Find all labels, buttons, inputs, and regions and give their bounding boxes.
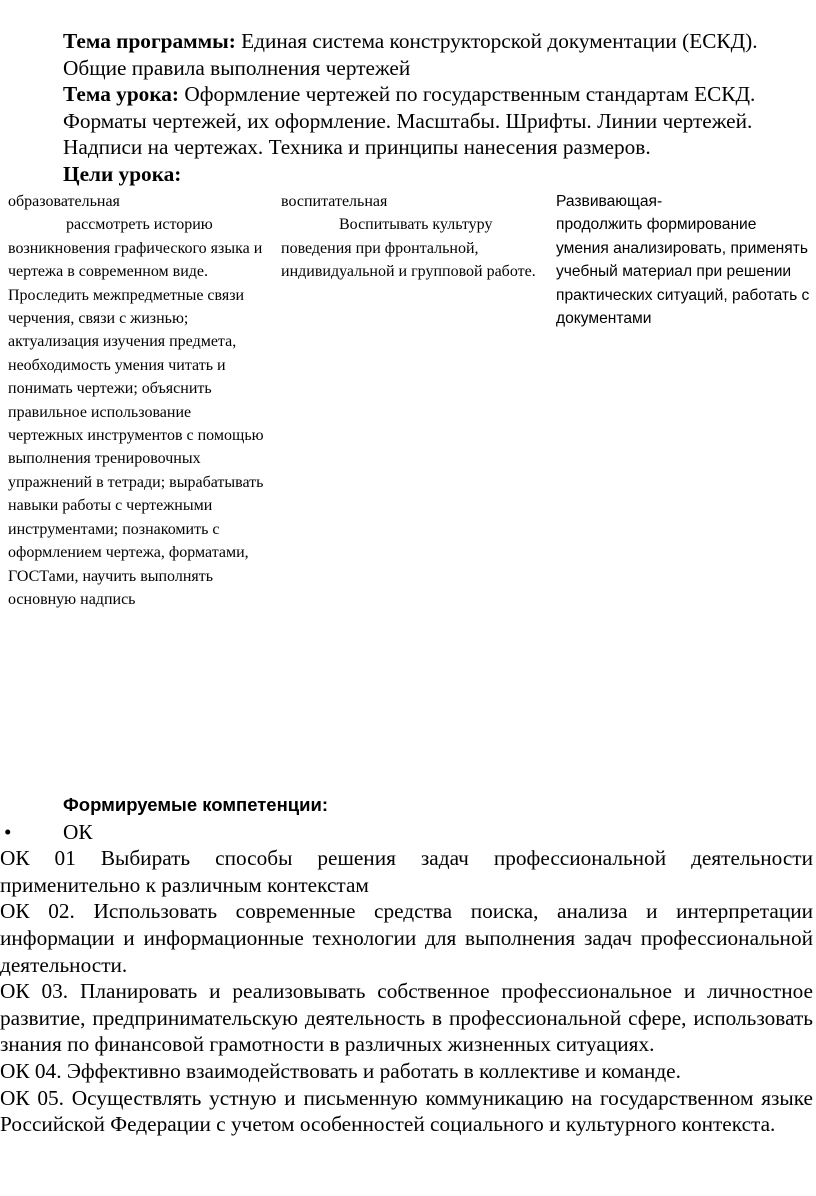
goal-upbringing-title: воспитательная: [281, 193, 388, 210]
program-topic-label: Тема программы:: [63, 29, 236, 53]
goal-upbringing: [281, 190, 543, 284]
program-topic-text: Единая система конструкторской документации (ЕСКД). Общие правила выполнения чертежей: [63, 29, 758, 80]
goal-educational-text: возникновения графического языка и чертежа в современном виде. Проследить межпредметные связи черчения, связи с жизнью; актуализация изучения предмета, необходимость умения читать и понимать чертежи; объяснить правильное использование чертежных инструментов с помощью выполнения тренировочных упражнений в тетради; вырабатывать навыки работы с чертежными инструментами; познакомить с оформлением чертежа, форматами, ГОСТами, научить выполнять основную надпись: [8, 239, 264, 608]
lesson-topic-text: Оформление чертежей по государственным стандартам ЕСКД. Форматы чертежей, их оформление. Масштабы. Шрифты. Линии чертежей. Надписи на чертежах. Техника и принципы нанесения размеров.: [63, 82, 756, 160]
goal-upbringing-text: поведения при фронтальной, индивидуальной и групповой работе.: [281, 239, 536, 281]
competencies-section: [0, 792, 813, 1138]
competencies-title: Формируемые компетенции:: [63, 794, 329, 815]
competency-ok01: ОК 01 Выбирать способы решения задач профессиональной деятельности применительно к различным контекстам: [0, 846, 813, 897]
goal-developing-text: продолжить формирование умения анализировать, применять учебный материал при решении практических ситуаций, работать с документами: [556, 216, 810, 328]
goal-developing-title: Развивающая-: [556, 193, 663, 210]
goal-upbringing-first-line: Воспитывать культуру: [339, 216, 493, 234]
goal-educational-title: образовательная: [8, 193, 120, 210]
bullet-icon: •: [4, 819, 12, 844]
competencies-bullet-item: [0, 819, 813, 846]
competency-ok02: ОК 02. Использовать современные средства поиска, анализа и интерпретации информации и информационные технологии для выполнения задач профессиональной деятельности.: [0, 899, 813, 977]
lesson-topic: [63, 81, 811, 161]
program-topic: [63, 28, 811, 81]
goal-educational-first-line: рассмотреть историю: [66, 216, 213, 234]
competency-ok04: ОК 04. Эффективно взаимодействовать и работать в коллективе и команде.: [0, 1058, 681, 1083]
lesson-topic-label: Тема урока:: [63, 82, 180, 107]
competency-ok03: ОК 03. Планировать и реализовывать собственное профессиональное и личностное развитие, предпринимательскую деятельность в профессиональной сфере, использовать знания по финансовой грамотности в различных жизненных ситуациях.: [0, 979, 813, 1057]
goal-developing: [556, 190, 812, 330]
goal-educational: [8, 190, 270, 611]
competencies-bullet-text: ОК: [63, 819, 93, 844]
competency-ok05: ОК 05. Осуществлять устную и письменную коммуникацию на государственном языке Российской Федерации с учетом особенностей социального и культурного контекста.: [0, 1085, 813, 1137]
lesson-header: [63, 28, 811, 188]
goals-heading: Цели урока:: [63, 161, 182, 186]
